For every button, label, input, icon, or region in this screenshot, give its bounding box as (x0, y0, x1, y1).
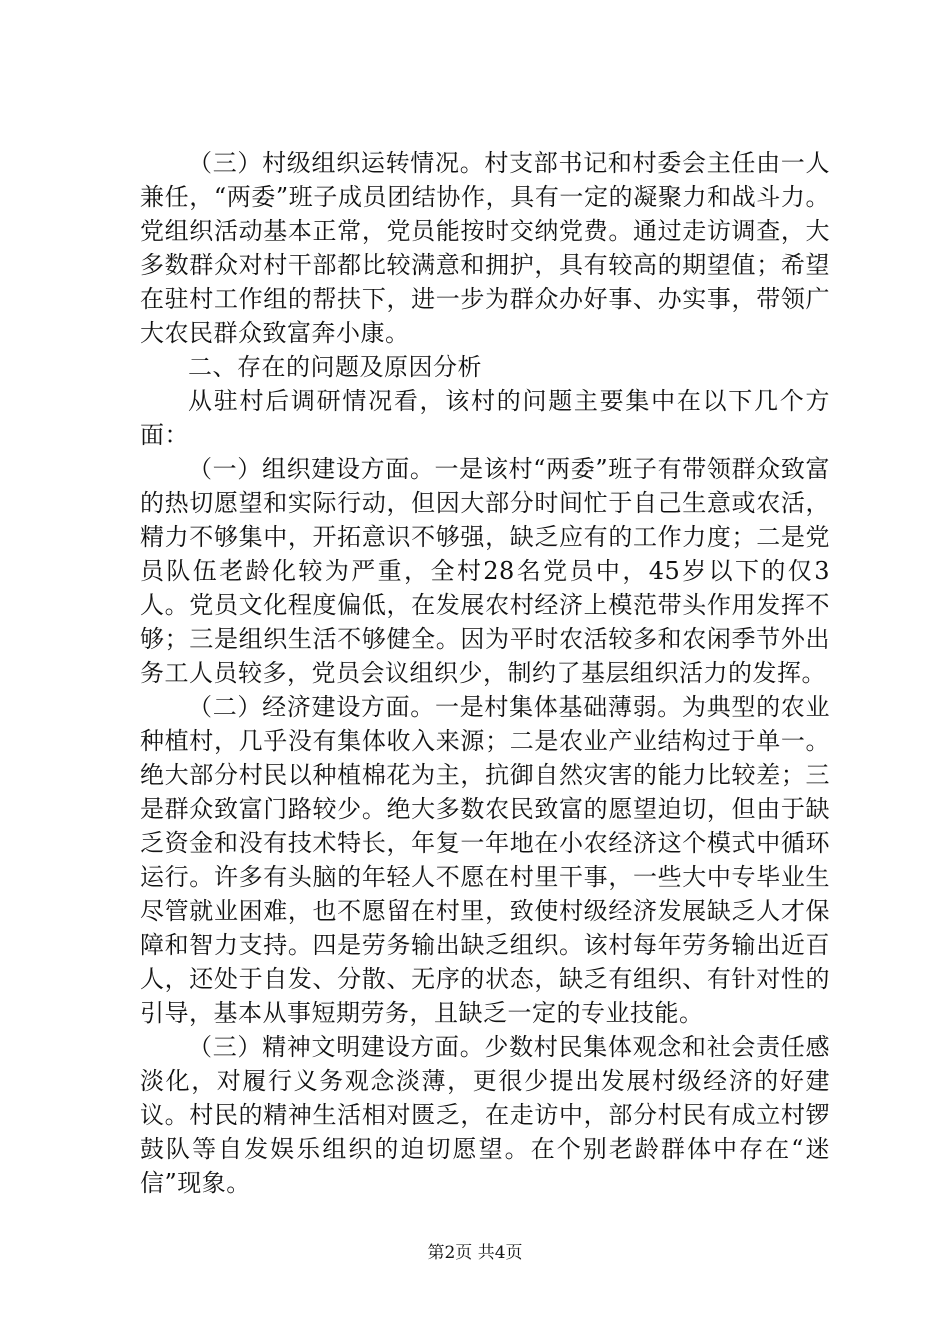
paragraph-organization-building: （一）组织建设方面。一是该村“两委”班子有带领群众致富的热切愿望和实际行动，但因大部分时间忙于自己生意或农活，精力不够集中，开拓意识不够强，缺乏应有的工作力度；二是党员队伍老龄化较为严重，全村28名党员中，45岁以下的仅3人。党员文化程度偏低，在发展农村经济上模范带头作用发挥不够；三是组织生活不够健全。因为平时农活较多和农闲季节外出务工人员较多，党员会议组织少，制约了基层组织活力的发挥。 (140, 455, 830, 687)
paragraph-spiritual-civilization: （三）精神文明建设方面。少数村民集体观念和社会责任感淡化，对履行义务观念淡薄，更很少提出发展村级经济的好建议。村民的精神生活相对匮乏，在走访中，部分村民有成立村锣鼓队等自发娱乐组织的迫切愿望。在个别老龄群体中存在“迷信”现象。 (140, 1033, 830, 1197)
paragraph-economic-building: （二）经济建设方面。一是村集体基础薄弱。为典型的农业种植村，几乎没有集体收入来源；二是农业产业结构过于单一。绝大部分村民以种植棉花为主，抗御自然灾害的能力比较差；三是群众致富门路较少。绝大多数农民致富的愿望迫切，但由于缺乏资金和没有技术特长，年复一年地在小农经济这个模式中循环运行。许多有头脑的年轻人不愿在村里干事，一些大中专毕业生尽管就业困难，也不愿留在村里，致使村级经济发展缺乏人才保障和智力支持。四是劳务输出缺乏组织。该村每年劳务输出近百人，还处于自发、分散、无序的状态，缺乏有组织、有针对性的引导，基本从事短期劳务，且缺乏一定的专业技能。 (140, 693, 830, 1027)
document-body (140, 146, 830, 1200)
paragraph-problems-intro: 从驻村后调研情况看，该村的问题主要集中在以下几个方面： (140, 387, 830, 449)
section-heading-problems: 二、存在的问题及原因分析 (188, 353, 482, 381)
page-footer: 第2页 共4页 (427, 1243, 523, 1263)
paragraph-organization-operation: （三）村级组织运转情况。村支部书记和村委会主任由一人兼任，“两委”班子成员团结协作，具有一定的凝聚力和战斗力。党组织活动基本正常，党员能按时交纳党费。通过走访调查，大多数群众对村干部都比较满意和拥护，具有较高的期望值；希望在驻村工作组的帮扶下，进一步为群众办好事、办实事，带领广大农民群众致富奔小康。 (140, 149, 830, 347)
